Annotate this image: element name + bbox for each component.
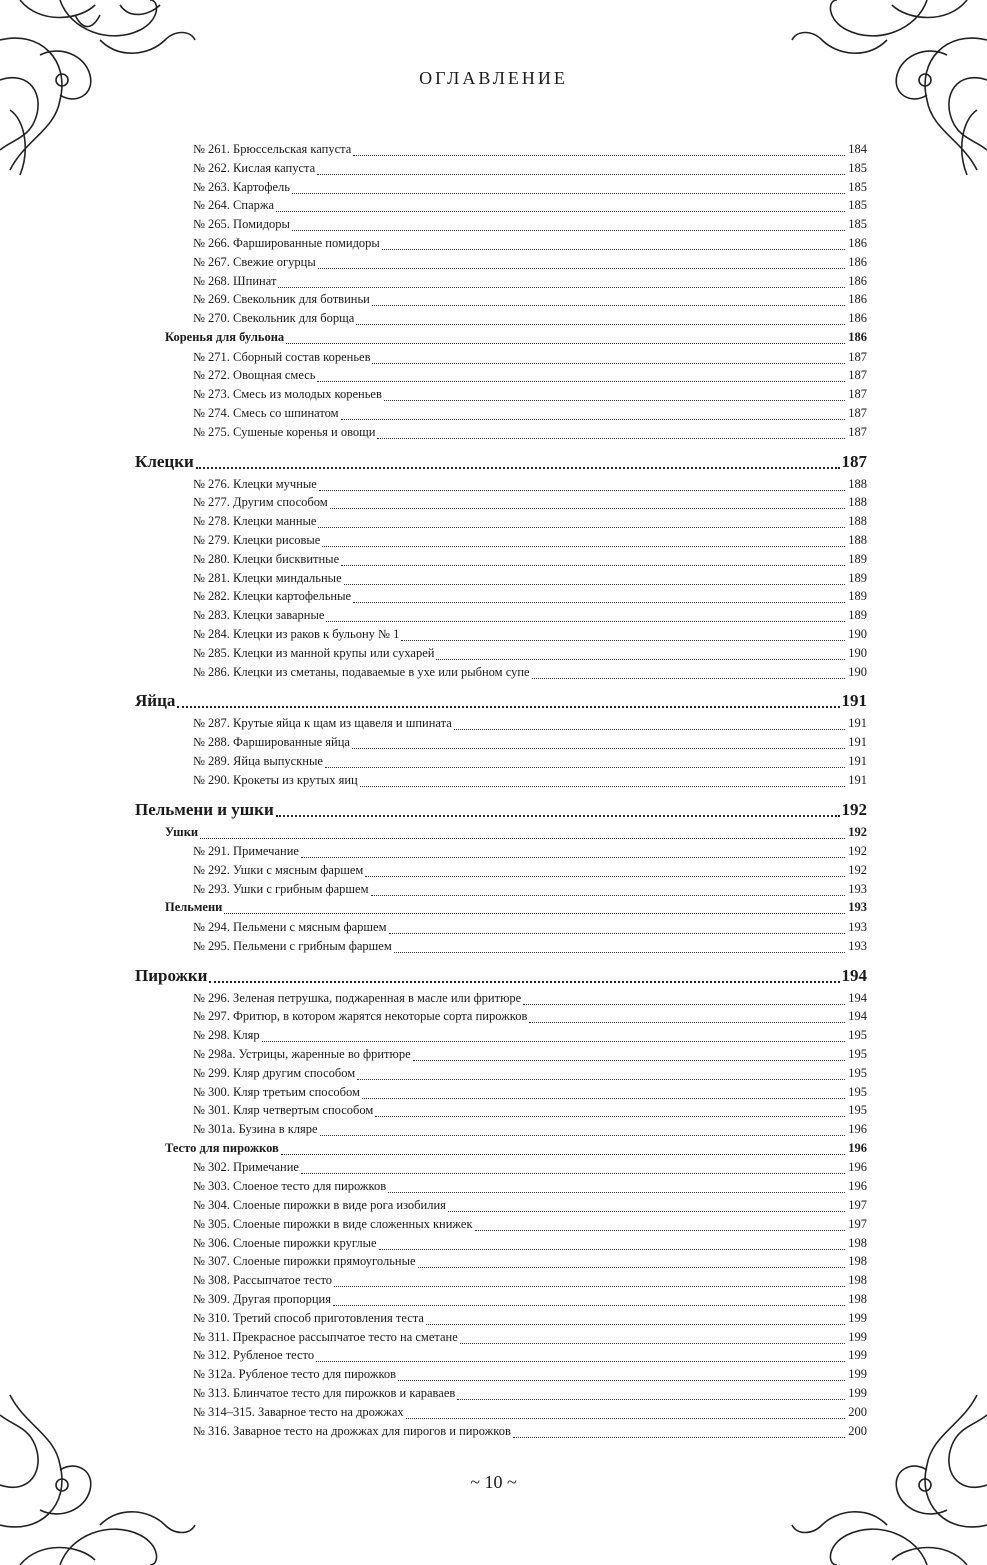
- corner-ornament-top-left: [0, 0, 200, 190]
- toc-entry-label: № 286. Клецки из сметаны, подаваемые в ухе или рыбном супе: [193, 664, 530, 679]
- toc-entry-label: № 303. Слоеное тесто для пирожков: [193, 1179, 387, 1194]
- toc-entry: [193, 1236, 867, 1254]
- toc-entry: [193, 1424, 867, 1442]
- toc-entry-page: 189: [848, 551, 867, 566]
- toc-entry-page: 194: [841, 965, 867, 985]
- toc-entry-label: № 311. Прекрасное рассыпчатое тесто на сметане: [193, 1329, 458, 1344]
- dot-leader: [326, 611, 845, 622]
- toc-entry: [193, 844, 867, 862]
- toc-chapter: [135, 966, 867, 988]
- toc-entry: [193, 477, 867, 495]
- toc-entry-page: 192: [841, 799, 867, 819]
- toc-entry-label: № 290. Крокеты из крутых яиц: [193, 772, 358, 787]
- toc-entry-page: 191: [841, 691, 867, 711]
- dot-leader: [460, 1333, 845, 1344]
- toc-entry: [193, 142, 867, 160]
- toc-entry-label: № 313. Блинчатое тесто для пирожков и караваев: [193, 1386, 456, 1400]
- dot-leader: [276, 201, 845, 212]
- toc-entry-label: № 285. Клецки из манной крупы или сухарей: [193, 645, 435, 660]
- toc-section: [165, 900, 867, 918]
- dot-leader: [398, 1370, 845, 1381]
- dot-leader: [388, 1182, 845, 1193]
- toc-entry-label: Пельмени: [165, 900, 223, 915]
- toc-entry-page: 196: [848, 1160, 867, 1175]
- toc-entry: [193, 1386, 867, 1404]
- toc-entry-page: 185: [848, 179, 867, 194]
- dot-leader: [454, 719, 845, 730]
- toc-entry-label: № 314–315. Заварное тесто на дрожжах: [193, 1404, 404, 1419]
- toc-entry-label: № 278. Клецки манные: [193, 514, 317, 529]
- toc-entry-page: 199: [848, 1386, 867, 1400]
- toc-entry-label: № 306. Слоеные пирожки круглые: [193, 1235, 377, 1250]
- toc-entry-page: 195: [848, 1103, 867, 1118]
- dot-leader: [316, 1351, 845, 1362]
- toc-entry-page: 191: [848, 716, 867, 731]
- toc-entry: [193, 552, 867, 570]
- toc-entry-page: 187: [848, 368, 867, 383]
- toc-entry-label: № 296. Зеленая петрушка, поджаренная в масле или фритюре: [193, 990, 522, 1005]
- toc-chapter: [135, 452, 867, 474]
- dot-leader: [372, 353, 845, 364]
- toc-entry-page: 196: [848, 1179, 867, 1194]
- toc-entry-label: № 281. Клецки миндальные: [193, 570, 342, 585]
- dot-leader: [418, 1257, 845, 1268]
- toc-entry-page: 189: [848, 589, 867, 604]
- toc-entry-page: 195: [848, 1046, 867, 1061]
- toc-entry-label: № 307. Слоеные пирожки прямоугольные: [193, 1254, 416, 1269]
- toc-entry-label: № 301. Кляр четвертым способом: [193, 1103, 374, 1118]
- toc-entry-label: № 274. Смесь со шпинатом: [193, 405, 339, 420]
- dot-leader: [341, 409, 845, 420]
- toc-entry: [193, 198, 867, 216]
- toc-entry-label: № 308. Рассыпчатое тесто: [193, 1273, 333, 1288]
- toc-entry-page: 186: [848, 311, 867, 326]
- toc-entry-page: 200: [848, 1423, 867, 1438]
- toc-entry-label: № 261. Брюссельская капуста: [193, 142, 352, 156]
- toc-entry: [193, 368, 867, 386]
- toc-entry: [193, 236, 867, 254]
- toc-entry-page: 189: [848, 570, 867, 585]
- toc-entry-page: 193: [848, 900, 867, 915]
- toc-entry: [193, 180, 867, 198]
- dot-leader: [360, 776, 845, 787]
- toc-entry-label: № 277. Другим способом: [193, 495, 328, 510]
- toc-entry: [193, 571, 867, 589]
- toc-entry-page: 193: [848, 881, 867, 896]
- dot-leader: [457, 1389, 845, 1400]
- toc-entry: [193, 1405, 867, 1423]
- toc-entry: [193, 754, 867, 772]
- toc-entry-label: № 284. Клецки из раков к бульону № 1: [193, 626, 400, 641]
- toc-entry-label: № 302. Примечание: [193, 1160, 299, 1175]
- toc-entry: [193, 425, 867, 443]
- toc-entry: [193, 1028, 867, 1046]
- toc-entry: [193, 217, 867, 235]
- toc-entry: [193, 514, 867, 532]
- toc-entry: [193, 1254, 867, 1272]
- toc-entry-page: 197: [848, 1216, 867, 1231]
- dot-leader: [317, 371, 845, 382]
- toc-entry-label: № 273. Смесь из молодых кореньев: [193, 387, 382, 402]
- toc-entry-page: 186: [848, 330, 867, 344]
- toc-entry-label: № 267. Свежие огурцы: [193, 254, 316, 269]
- toc-entry-page: 188: [848, 532, 867, 547]
- toc-entry-label: № 262. Кислая капуста: [193, 160, 316, 175]
- toc-entry-page: 191: [848, 735, 867, 750]
- toc-entry: [193, 274, 867, 292]
- dot-leader: [413, 1050, 845, 1061]
- toc-entry-page: 191: [848, 772, 867, 787]
- toc-entry-page: 188: [848, 495, 867, 510]
- dot-leader: [317, 164, 845, 175]
- dot-leader: [292, 220, 845, 231]
- toc-entry: [193, 716, 867, 734]
- dot-leader: [281, 1144, 845, 1155]
- toc-entry-page: 185: [848, 198, 867, 213]
- dot-leader: [352, 738, 845, 749]
- toc-entry: [193, 1330, 867, 1348]
- toc-entry-label: Пельмени и ушки: [135, 799, 274, 819]
- toc-entry-label: Коренья для бульона: [165, 330, 285, 344]
- toc-entry-page: 198: [848, 1254, 867, 1269]
- toc-entry-page: 186: [848, 273, 867, 288]
- toc-entry-page: 199: [848, 1367, 867, 1382]
- dot-leader: [371, 885, 845, 896]
- dot-leader: [177, 696, 839, 708]
- dot-leader: [353, 145, 845, 156]
- toc-section: [165, 330, 867, 348]
- dot-leader: [406, 1408, 845, 1419]
- toc-entry-page: 184: [848, 142, 867, 156]
- toc-entry-page: 198: [848, 1292, 867, 1306]
- toc-entry-page: 188: [848, 476, 867, 491]
- toc-entry: [193, 920, 867, 938]
- toc-entry-page: 197: [848, 1198, 867, 1212]
- dot-leader: [523, 994, 845, 1005]
- dot-leader: [384, 390, 845, 401]
- toc-section: [165, 825, 867, 843]
- dot-leader: [334, 1276, 845, 1287]
- toc-entry: [193, 1217, 867, 1235]
- toc-entry-page: 188: [848, 514, 867, 529]
- toc-entry: [193, 495, 867, 513]
- toc-entry: [193, 991, 867, 1009]
- toc-entry-page: 195: [848, 1028, 867, 1043]
- toc-entry-label: № 265. Помидоры: [193, 217, 290, 232]
- dot-leader: [286, 333, 845, 344]
- toc-entry: [193, 735, 867, 753]
- corner-ornament-bottom-left: [0, 1375, 200, 1565]
- toc-section: [165, 1141, 867, 1159]
- dot-leader: [325, 757, 845, 768]
- dot-leader: [362, 1088, 845, 1099]
- toc-entry: [193, 773, 867, 791]
- toc-entry: [193, 939, 867, 957]
- dot-leader: [319, 480, 845, 491]
- dot-leader: [276, 805, 840, 817]
- toc-entry-page: 198: [848, 1273, 867, 1288]
- toc-entry-label: Клецки: [135, 451, 194, 471]
- dot-leader: [401, 630, 845, 641]
- toc-entry: [193, 1179, 867, 1197]
- toc-entry: [193, 1066, 867, 1084]
- dot-leader: [320, 1125, 845, 1136]
- toc-entry-label: № 269. Свекольник для ботвиньи: [193, 292, 370, 307]
- toc-entry: [193, 311, 867, 329]
- toc-entry-label: № 283. Клецки заварные: [193, 608, 325, 623]
- toc-entry-label: № 309. Другая пропорция: [193, 1292, 331, 1306]
- toc-entry-label: № 310. Третий способ приготовления теста: [193, 1310, 424, 1325]
- toc-entry-page: 185: [848, 160, 867, 175]
- toc-entry: [193, 1009, 867, 1027]
- dot-leader: [513, 1427, 845, 1438]
- dot-leader: [262, 1031, 845, 1042]
- dot-leader: [301, 847, 845, 858]
- dot-leader: [394, 942, 845, 953]
- toc-entry: [193, 1122, 867, 1140]
- toc-entry-label: Тесто для пирожков: [165, 1140, 279, 1155]
- dot-leader: [318, 258, 845, 269]
- toc-entry-page: 187: [848, 387, 867, 402]
- toc-entry: [193, 1085, 867, 1103]
- dot-leader: [333, 1295, 845, 1306]
- dot-leader: [292, 183, 845, 194]
- toc-entry: [193, 589, 867, 607]
- toc-entry: [193, 1047, 867, 1065]
- toc-entry-page: 196: [848, 1140, 867, 1155]
- toc-entry-page: 192: [848, 862, 867, 877]
- toc-entry: [193, 1348, 867, 1366]
- toc-entry-page: 195: [848, 1065, 867, 1080]
- toc-entry: [193, 627, 867, 645]
- toc-entry: [193, 1367, 867, 1385]
- dot-leader: [356, 314, 845, 325]
- toc-entry-label: № 295. Пельмени с грибным фаршем: [193, 938, 392, 953]
- toc-entry-page: 196: [848, 1122, 867, 1137]
- toc-entry-page: 187: [848, 424, 867, 439]
- toc-entry-label: № 312а. Рубленое тесто для пирожков: [193, 1367, 397, 1382]
- dot-leader: [209, 971, 839, 983]
- dot-leader: [344, 574, 845, 585]
- toc-entry-label: № 266. Фаршированные помидоры: [193, 236, 380, 250]
- toc-entry-page: 192: [848, 824, 867, 839]
- toc-entry-page: 200: [848, 1404, 867, 1419]
- dot-leader: [318, 517, 845, 528]
- dot-leader: [377, 428, 845, 439]
- page-title: ОГЛАВЛЕНИЕ: [419, 68, 568, 88]
- dot-leader: [475, 1220, 845, 1231]
- toc-entry-label: № 301а. Бузина в кляре: [193, 1122, 318, 1137]
- toc-entry-label: № 280. Клецки бисквитные: [193, 551, 340, 566]
- toc-entry-page: 186: [848, 254, 867, 269]
- toc-entry-page: 187: [848, 405, 867, 420]
- toc-entry: [193, 665, 867, 683]
- toc-entry-label: № 287. Крутые яйца к щам из щавеля и шпината: [193, 716, 452, 731]
- toc-entry-page: 199: [848, 1310, 867, 1325]
- toc-entry-label: Яйца: [135, 691, 176, 711]
- toc-entry-label: № 268. Шпинат: [193, 273, 277, 288]
- toc-entry-page: 194: [848, 1009, 867, 1024]
- toc-entry-label: № 271. Сборный состав кореньев: [193, 349, 371, 364]
- dot-leader: [224, 903, 845, 914]
- dot-leader: [372, 295, 845, 306]
- toc-entry: [193, 1273, 867, 1291]
- toc-entry-page: 195: [848, 1084, 867, 1099]
- toc-entry-page: 190: [848, 664, 867, 679]
- toc-entry: [193, 292, 867, 310]
- toc-entry-label: № 298а. Устрицы, жаренные во фритюре: [193, 1046, 411, 1061]
- toc-entry: [193, 350, 867, 368]
- toc-entry-label: № 294. Пельмени с мясным фаршем: [193, 919, 387, 934]
- toc-entry: [193, 387, 867, 405]
- toc-entry: [193, 863, 867, 881]
- dot-leader: [365, 866, 845, 877]
- dot-leader: [448, 1201, 845, 1212]
- toc-entry-label: № 293. Ушки с грибным фаршем: [193, 881, 369, 896]
- toc-entry-label: № 264. Спаржа: [193, 198, 275, 213]
- toc-entry-label: № 289. Яйца выпускные: [193, 753, 323, 768]
- dot-leader: [375, 1106, 845, 1117]
- toc-entry-label: № 276. Клецки мучные: [193, 476, 317, 491]
- toc-entry-label: № 272. Овощная смесь: [193, 368, 316, 383]
- toc-entry-label: № 292. Ушки с мясным фаршем: [193, 862, 364, 877]
- dot-leader: [529, 1012, 845, 1023]
- toc-entry-label: Пирожки: [135, 965, 208, 985]
- dot-leader: [322, 536, 845, 547]
- toc-entry-page: 186: [848, 292, 867, 307]
- dot-leader: [353, 592, 845, 603]
- toc-entry-page: 190: [848, 645, 867, 660]
- dot-leader: [436, 649, 845, 660]
- dot-leader: [278, 277, 845, 288]
- toc-chapter: [135, 800, 867, 822]
- toc-entry-label: № 312. Рубленое тесто: [193, 1348, 315, 1363]
- toc-entry-label: № 263. Картофель: [193, 179, 290, 194]
- toc-entry-page: 191: [848, 753, 867, 768]
- toc-entry-label: № 316. Заварное тесто на дрожжах для пирогов и пирожков: [193, 1423, 511, 1438]
- toc-entry-page: 186: [848, 236, 867, 250]
- toc-entry-label: № 275. Сушеные коренья и овощи: [193, 424, 376, 439]
- toc-entry-page: 198: [848, 1235, 867, 1250]
- dot-leader: [341, 555, 845, 566]
- dot-leader: [200, 828, 845, 839]
- toc-entry-page: 193: [848, 938, 867, 953]
- dot-leader: [196, 457, 840, 469]
- toc-entry-label: Ушки: [165, 824, 199, 839]
- dot-leader: [389, 923, 845, 934]
- toc-entry: [193, 1198, 867, 1216]
- dot-leader: [426, 1314, 845, 1325]
- dot-leader: [301, 1163, 845, 1174]
- toc-entry-page: 199: [848, 1329, 867, 1344]
- toc-entry-label: № 279. Клецки рисовые: [193, 532, 321, 547]
- toc-entry-page: 190: [848, 626, 867, 641]
- toc-entry-label: № 288. Фаршированные яйца: [193, 735, 350, 750]
- dot-leader: [379, 1239, 845, 1250]
- toc-entry: [193, 1292, 867, 1310]
- toc-entry-label: № 270. Свекольник для борща: [193, 311, 355, 326]
- toc-entry: [193, 1160, 867, 1178]
- toc-entry-page: 199: [848, 1348, 867, 1363]
- toc-entry: [193, 406, 867, 424]
- toc-entry-page: 192: [848, 844, 867, 858]
- toc-entry: [193, 882, 867, 900]
- toc-entry-label: № 304. Слоеные пирожки в виде рога изобилия: [193, 1198, 446, 1212]
- toc-entry-page: 187: [848, 349, 867, 364]
- toc-entry: [193, 646, 867, 664]
- toc-entry-page: 193: [848, 919, 867, 934]
- toc-entry-label: № 282. Клецки картофельные: [193, 589, 352, 604]
- toc-entry: [193, 533, 867, 551]
- toc-entry-page: 187: [841, 451, 867, 471]
- page-number: ~ 10 ~: [470, 1472, 517, 1492]
- dot-leader: [532, 668, 845, 679]
- toc-entry: [193, 1103, 867, 1121]
- toc-entry-page: 189: [848, 608, 867, 623]
- toc-chapter: [135, 691, 867, 713]
- toc-entry: [193, 1311, 867, 1329]
- toc-entry-page: 185: [848, 217, 867, 232]
- toc-entry: [193, 608, 867, 626]
- dot-leader: [382, 239, 845, 250]
- toc-entry-label: № 305. Слоеные пирожки в виде сложенных книжек: [193, 1216, 473, 1231]
- toc-entry-label: № 299. Кляр другим способом: [193, 1065, 356, 1080]
- toc-entry-label: № 300. Кляр третьим способом: [193, 1084, 360, 1099]
- toc-entry: [193, 161, 867, 179]
- toc-entry-label: № 298. Кляр: [193, 1028, 260, 1043]
- toc-entry-page: 194: [848, 990, 867, 1005]
- toc-entry-label: № 291. Примечание: [193, 844, 299, 858]
- toc-entry-label: № 297. Фритюр, в котором жарятся некоторые сорта пирожков: [193, 1009, 528, 1024]
- dot-leader: [330, 498, 845, 509]
- toc-entry: [193, 255, 867, 273]
- dot-leader: [357, 1069, 845, 1080]
